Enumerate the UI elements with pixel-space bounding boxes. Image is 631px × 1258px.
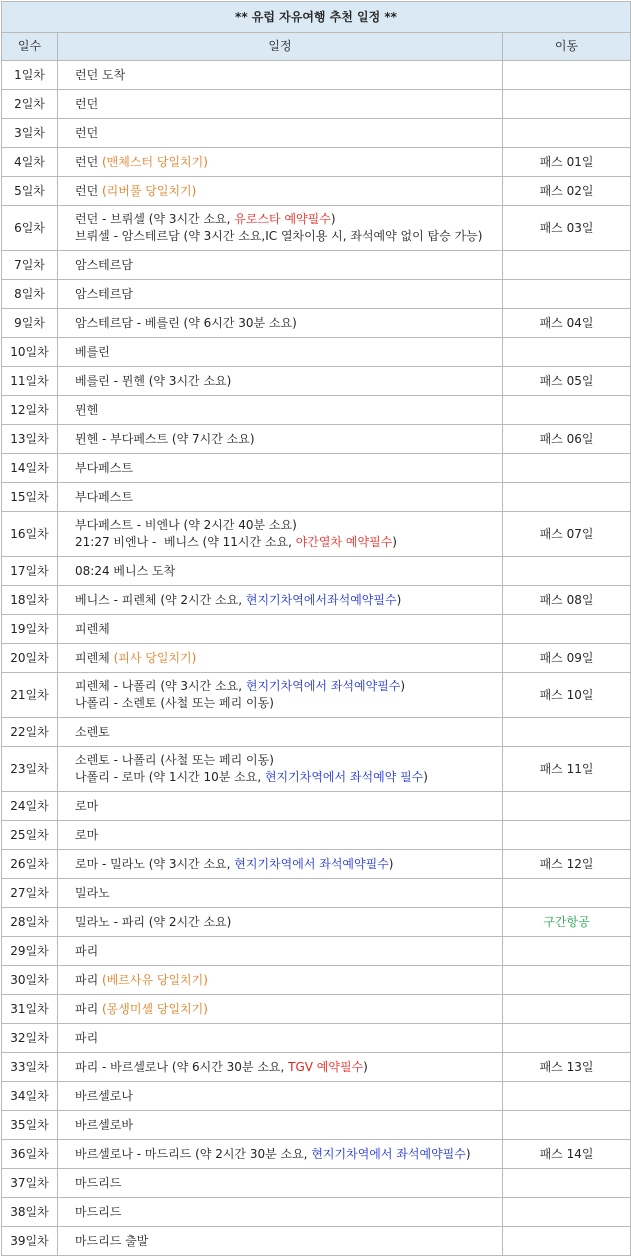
day-cell: 32일차 [2, 1024, 58, 1053]
day-cell: 8일차 [2, 280, 58, 309]
plan-text: 부다페스트 [75, 460, 133, 475]
move-cell [503, 119, 631, 148]
plan-text: 베니스 - 피렌체 (약 2시간 소요, [75, 592, 246, 607]
plan-cell [58, 644, 503, 673]
plan-text: 런던 [75, 96, 99, 111]
plan-text: 마드리드 [75, 1204, 122, 1219]
plan-line [75, 373, 502, 390]
plan-line [75, 344, 502, 361]
plan-line [75, 563, 502, 580]
plan-text: 바르셀로나 - 마드리드 (약 2시간 30분 소요, [75, 1146, 312, 1161]
move-cell: 패스 08일 [503, 586, 631, 615]
plan-text: 브뤼셀 - 암스테르담 (약 3시간 소요,IC 열차이용 시, 좌석예약 없이 탑승 가능) [75, 229, 483, 243]
plan-cell [58, 280, 503, 309]
move-cell [503, 251, 631, 280]
plan-text: 피렌체 [75, 650, 114, 665]
table-row [2, 1140, 631, 1169]
move-cell [503, 280, 631, 309]
table-row [2, 1111, 631, 1140]
move-cell: 패스 14일 [503, 1140, 631, 1169]
plan-cell [58, 454, 503, 483]
plan-line [75, 1030, 502, 1047]
table-row [2, 206, 631, 251]
plan-line [75, 1146, 502, 1163]
move-cell [503, 396, 631, 425]
plan-text: 로마 [75, 827, 99, 842]
move-cell [503, 718, 631, 747]
plan-text: 파리 [75, 943, 99, 958]
move-cell: 패스 11일 [503, 747, 631, 792]
plan-note-orange: (피사 당일치기) [113, 650, 197, 665]
plan-line [75, 67, 502, 84]
day-cell: 23일차 [2, 747, 58, 792]
move-cell: 패스 04일 [503, 309, 631, 338]
day-cell: 15일차 [2, 483, 58, 512]
day-cell: 35일차 [2, 1111, 58, 1140]
plan-cell [58, 1082, 503, 1111]
plan-text: 부다페스트 - 비엔나 (약 2시간 40분 소요) [75, 518, 297, 532]
plan-cell [58, 119, 503, 148]
move-cell: 패스 10일 [503, 673, 631, 718]
itinerary-body [2, 61, 631, 1256]
plan-cell [58, 1169, 503, 1198]
plan-line [75, 154, 502, 171]
day-cell: 19일차 [2, 615, 58, 644]
plan-text: ) [465, 1146, 471, 1161]
plan-cell [58, 483, 503, 512]
plan-text: 08:24 베니스 도착 [75, 563, 176, 578]
plan-line [75, 517, 502, 534]
header-move: 이동 [503, 33, 631, 61]
plan-text: 파리 [75, 972, 102, 987]
day-cell: 38일차 [2, 1198, 58, 1227]
plan-text: 파리 [75, 1001, 102, 1016]
table-row [2, 367, 631, 396]
day-cell: 4일차 [2, 148, 58, 177]
plan-cell [58, 879, 503, 908]
day-cell: 39일차 [2, 1227, 58, 1256]
day-cell: 34일차 [2, 1082, 58, 1111]
plan-text: ) [388, 856, 394, 871]
table-row [2, 90, 631, 119]
plan-cell [58, 586, 503, 615]
plan-line [75, 211, 502, 228]
move-cell [503, 1082, 631, 1111]
plan-note-orange: (맨체스터 당일치기) [102, 154, 208, 169]
plan-cell [58, 718, 503, 747]
plan-text: ) [423, 770, 428, 784]
plan-line [75, 402, 502, 419]
plan-line [75, 1233, 502, 1250]
plan-cell [58, 1111, 503, 1140]
plan-note-red: TGV 예약필수 [288, 1059, 364, 1074]
plan-note-red: 유로스타 예약필수 [234, 212, 331, 226]
table-row [2, 821, 631, 850]
plan-text: 암스테르담 [75, 286, 133, 301]
table-row [2, 718, 631, 747]
plan-cell [58, 309, 503, 338]
day-cell: 21일차 [2, 673, 58, 718]
table-row [2, 425, 631, 454]
move-cell [503, 483, 631, 512]
plan-line [75, 286, 502, 303]
day-cell: 7일차 [2, 251, 58, 280]
table-row [2, 908, 631, 937]
move-cell [503, 338, 631, 367]
move-cell [503, 1111, 631, 1140]
table-row [2, 512, 631, 557]
plan-cell [58, 90, 503, 119]
plan-line [75, 1088, 502, 1105]
plan-text: 암스테르담 - 베를린 (약 6시간 30분 소요) [75, 315, 297, 330]
table-row [2, 483, 631, 512]
plan-line [75, 534, 502, 551]
plan-cell [58, 338, 503, 367]
table-row [2, 586, 631, 615]
plan-text: ) [392, 535, 397, 549]
day-cell: 2일차 [2, 90, 58, 119]
table-row [2, 61, 631, 90]
plan-text: 파리 [75, 1030, 99, 1045]
plan-line [75, 1175, 502, 1192]
day-cell: 16일차 [2, 512, 58, 557]
move-cell: 패스 07일 [503, 512, 631, 557]
plan-cell [58, 995, 503, 1024]
day-cell: 30일차 [2, 966, 58, 995]
move-cell: 패스 05일 [503, 367, 631, 396]
table-row [2, 1053, 631, 1082]
plan-text: ) [396, 592, 402, 607]
header-row [2, 33, 631, 61]
table-row [2, 280, 631, 309]
move-cell: 구간항공 [503, 908, 631, 937]
move-cell: 패스 13일 [503, 1053, 631, 1082]
move-cell [503, 1227, 631, 1256]
day-cell: 9일차 [2, 309, 58, 338]
plan-note-blue: 현지기차역에서 좌석예약필수 [234, 856, 389, 871]
plan-line [75, 914, 502, 931]
plan-cell [58, 148, 503, 177]
day-cell: 31일차 [2, 995, 58, 1024]
plan-text: 피렌체 - 나폴리 (약 3시간 소요, [75, 679, 246, 693]
plan-line [75, 650, 502, 667]
table-row [2, 1169, 631, 1198]
plan-cell [58, 1198, 503, 1227]
plan-line [75, 460, 502, 477]
plan-cell [58, 251, 503, 280]
plan-note-blue: 현지기차역에서 좌석예약 필수 [264, 770, 424, 784]
plan-text: 베를린 - 뮌헨 (약 3시간 소요) [75, 373, 232, 388]
plan-text: 런던 - 브뤼셀 (약 3시간 소요, [75, 212, 235, 226]
plan-note-orange: (베르사유 당일치기) [102, 972, 208, 987]
day-cell: 37일차 [2, 1169, 58, 1198]
plan-cell [58, 61, 503, 90]
day-cell: 17일차 [2, 557, 58, 586]
move-cell [503, 90, 631, 119]
plan-cell [58, 177, 503, 206]
plan-line [75, 228, 502, 245]
plan-text: 마드리드 [75, 1175, 122, 1190]
table-row [2, 966, 631, 995]
plan-text: ) [330, 212, 336, 226]
table-row [2, 850, 631, 879]
table-row [2, 119, 631, 148]
plan-line [75, 1204, 502, 1221]
table-row [2, 1198, 631, 1227]
plan-text: 로마 - 밀라노 (약 3시간 소요, [75, 856, 235, 871]
plan-text: 나폴리 - 로마 (약 1시간 10분 소요, [75, 770, 265, 784]
plan-cell [58, 673, 503, 718]
table-row [2, 673, 631, 718]
plan-line [75, 769, 502, 786]
day-cell: 18일차 [2, 586, 58, 615]
plan-note-blue: 현지기차역에서 좌석예약필수 [311, 1146, 466, 1161]
plan-cell [58, 367, 503, 396]
move-cell: 패스 06일 [503, 425, 631, 454]
day-cell: 5일차 [2, 177, 58, 206]
plan-cell [58, 908, 503, 937]
plan-cell [58, 396, 503, 425]
table-row [2, 995, 631, 1024]
move-cell [503, 879, 631, 908]
plan-text: 파리 - 바르셀로나 (약 6시간 30분 소요, [75, 1059, 289, 1074]
plan-cell [58, 206, 503, 251]
plan-text: 바르셀로나 [75, 1088, 133, 1103]
plan-text: 런던 [75, 183, 102, 198]
table-row [2, 747, 631, 792]
move-cell: 패스 01일 [503, 148, 631, 177]
plan-line [75, 885, 502, 902]
plan-line [75, 257, 502, 274]
plan-line [75, 183, 502, 200]
day-cell: 22일차 [2, 718, 58, 747]
plan-text: 뮌헨 - 부다페스트 (약 7시간 소요) [75, 431, 255, 446]
plan-line [75, 827, 502, 844]
plan-cell [58, 1024, 503, 1053]
day-cell: 36일차 [2, 1140, 58, 1169]
plan-line [75, 724, 502, 741]
day-cell: 33일차 [2, 1053, 58, 1082]
plan-text: 피렌체 [75, 621, 110, 636]
plan-line [75, 489, 502, 506]
plan-text: 마드리드 출발 [75, 1233, 149, 1248]
day-cell: 1일차 [2, 61, 58, 90]
table-row [2, 615, 631, 644]
move-cell [503, 966, 631, 995]
move-cell [503, 1024, 631, 1053]
table-row [2, 937, 631, 966]
plan-cell [58, 937, 503, 966]
move-cell [503, 1169, 631, 1198]
plan-cell [58, 425, 503, 454]
plan-line [75, 431, 502, 448]
day-cell: 25일차 [2, 821, 58, 850]
day-cell: 20일차 [2, 644, 58, 673]
plan-cell [58, 557, 503, 586]
move-cell: 패스 12일 [503, 850, 631, 879]
day-cell: 12일차 [2, 396, 58, 425]
plan-cell [58, 1140, 503, 1169]
plan-text: ) [400, 679, 406, 693]
table-row [2, 879, 631, 908]
plan-line [75, 695, 502, 712]
table-row [2, 148, 631, 177]
day-cell: 27일차 [2, 879, 58, 908]
plan-text: 뮌헨 [75, 402, 99, 417]
plan-line [75, 943, 502, 960]
plan-cell [58, 1053, 503, 1082]
day-cell: 10일차 [2, 338, 58, 367]
table-row [2, 557, 631, 586]
plan-line [75, 1059, 502, 1076]
plan-line [75, 678, 502, 695]
day-cell: 11일차 [2, 367, 58, 396]
plan-text: 부다페스트 [75, 489, 133, 504]
table-row [2, 338, 631, 367]
move-cell: 패스 09일 [503, 644, 631, 673]
plan-text: 런던 [75, 125, 99, 140]
plan-note-orange: (몽생미셸 당일치기) [102, 1001, 208, 1016]
plan-text: 밀라노 - 파리 (약 2시간 소요) [75, 914, 232, 929]
plan-text: 밀라노 [75, 885, 110, 900]
day-cell: 3일차 [2, 119, 58, 148]
plan-text: 소렌토 - 나폴리 (사철 또는 페리 이동) [75, 753, 274, 767]
plan-text: 암스테르담 [75, 257, 133, 272]
plan-cell [58, 821, 503, 850]
plan-cell [58, 512, 503, 557]
plan-text: 런던 [75, 154, 102, 169]
plan-line [75, 856, 502, 873]
plan-line [75, 592, 502, 609]
plan-line [75, 315, 502, 332]
table-title: ** 유럽 자유여행 추천 일정 ** [2, 2, 631, 33]
plan-note-orange: (리버풀 당일치기) [102, 183, 197, 198]
plan-text: 로마 [75, 798, 99, 813]
table-row [2, 309, 631, 338]
plan-text: ) [363, 1059, 368, 1074]
plan-line [75, 1117, 502, 1134]
move-cell [503, 615, 631, 644]
table-row [2, 1082, 631, 1111]
move-cell: 패스 03일 [503, 206, 631, 251]
day-cell: 29일차 [2, 937, 58, 966]
move-cell [503, 454, 631, 483]
day-cell: 13일차 [2, 425, 58, 454]
table-row [2, 454, 631, 483]
header-plan: 일정 [58, 33, 503, 61]
day-cell: 24일차 [2, 792, 58, 821]
plan-text: 21:27 비엔나 - 베니스 (약 11시간 소요, [75, 535, 296, 549]
move-cell: 패스 02일 [503, 177, 631, 206]
plan-text: 베를린 [75, 344, 110, 359]
plan-line [75, 798, 502, 815]
itinerary-table [1, 1, 631, 1256]
plan-cell [58, 615, 503, 644]
plan-note-blue: 현지기차역에서좌석예약필수 [245, 592, 397, 607]
plan-note-red: 야간열차 예약필수 [295, 535, 393, 549]
plan-text: 바르셀로바 [75, 1117, 133, 1132]
plan-line [75, 752, 502, 769]
day-cell: 6일차 [2, 206, 58, 251]
header-day: 일수 [2, 33, 58, 61]
move-cell [503, 821, 631, 850]
plan-cell [58, 792, 503, 821]
plan-line [75, 972, 502, 989]
plan-line [75, 1001, 502, 1018]
move-cell [503, 557, 631, 586]
table-row [2, 1227, 631, 1256]
day-cell: 26일차 [2, 850, 58, 879]
plan-text: 소렌토 [75, 724, 110, 739]
plan-note-blue: 현지기차역에서 좌석예약필수 [245, 679, 401, 693]
table-row [2, 1024, 631, 1053]
plan-cell [58, 747, 503, 792]
plan-text: 런던 도착 [75, 67, 126, 82]
plan-cell [58, 850, 503, 879]
table-row [2, 644, 631, 673]
move-cell [503, 995, 631, 1024]
table-row [2, 792, 631, 821]
move-cell [503, 792, 631, 821]
move-cell [503, 61, 631, 90]
table-row [2, 177, 631, 206]
title-row [2, 2, 631, 33]
plan-line [75, 96, 502, 113]
plan-cell [58, 966, 503, 995]
day-cell: 14일차 [2, 454, 58, 483]
table-row [2, 251, 631, 280]
day-cell: 28일차 [2, 908, 58, 937]
plan-cell [58, 1227, 503, 1256]
plan-text: 나폴리 - 소렌토 (사철 또는 페리 이동) [75, 696, 274, 710]
table-row [2, 396, 631, 425]
move-cell [503, 937, 631, 966]
move-cell [503, 1198, 631, 1227]
plan-line [75, 125, 502, 142]
plan-line [75, 621, 502, 638]
